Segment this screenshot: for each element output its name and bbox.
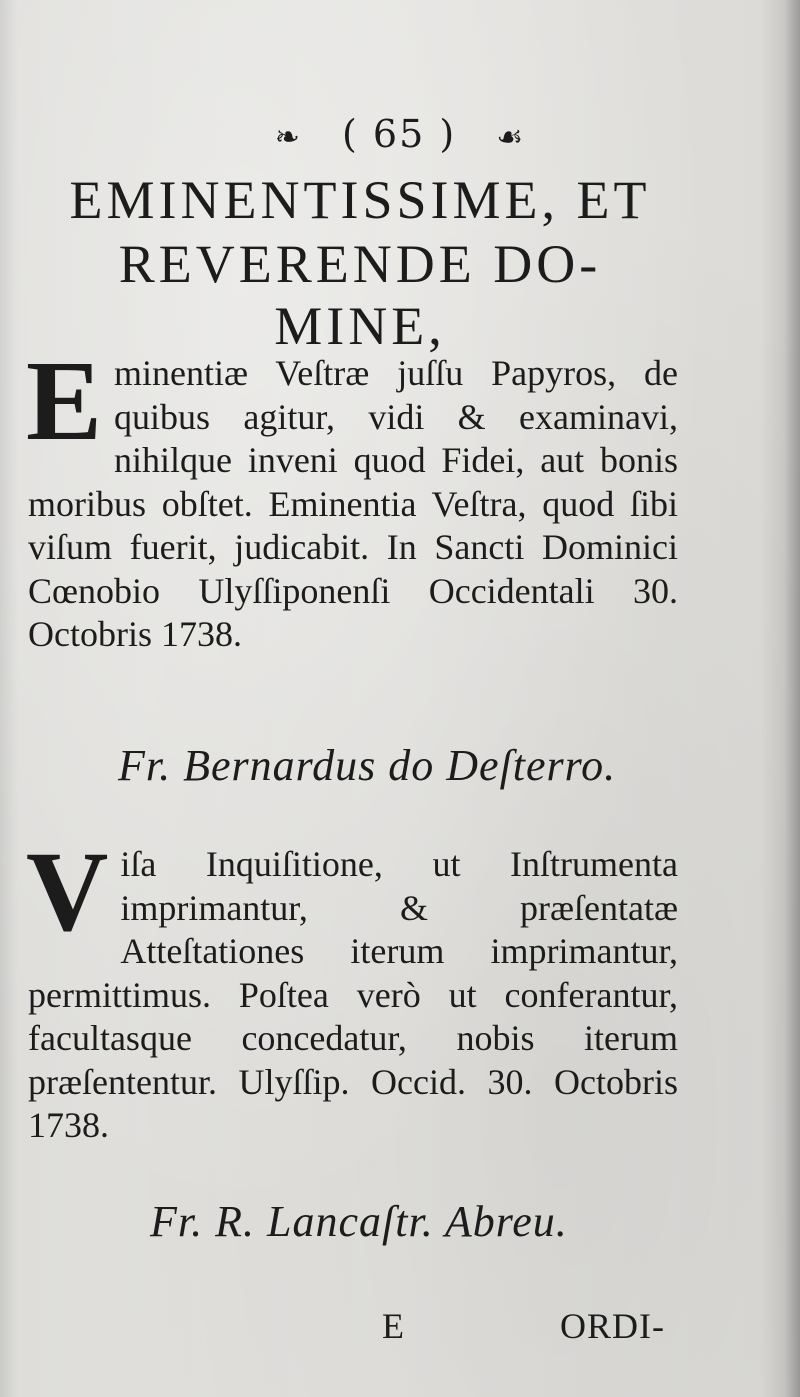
signature-mark: E	[382, 1306, 404, 1346]
catchword: ORDI-	[560, 1306, 665, 1346]
signature-bernardus: Fr. Bernardus do Deſterro.	[118, 741, 617, 790]
censor-approval-paragraph	[26, 337, 678, 657]
title-line-2: REVERENDE DO-	[118, 234, 602, 294]
title-line-1: EMINENTISSIME, ET	[69, 170, 651, 230]
page-number: ( 65 )	[342, 112, 457, 156]
inquisition-license-paragraph	[26, 828, 678, 1148]
drop-cap-v: V	[26, 828, 109, 955]
paragraph-1-text: minentiæ Veſtræ juſſu Papyros, de quibus agitur, vidi & examinavi, nihilque inveni quod Fidei, aut bonis moribus obſtet. Eminentia Veſtra, quod ſibi viſum fuerit, judicabit. In Sancti Dominici Cœnobio Ulyſſiponenſi Occidentali 30. Octobris 1738.	[28, 353, 678, 654]
fleuron-right-icon: ☙	[496, 120, 526, 155]
page-edge-shadow	[784, 0, 800, 1397]
signature-lancastr-abreu: Fr. R. Lancaſtr. Abreu.	[150, 1197, 568, 1246]
drop-cap-e: E	[26, 337, 103, 464]
paragraph-2-text: iſa Inquiſitione, ut Inſtrumenta imprimantur, & præſentatæ Atteſtationes iterum imprimantur, permittimus. Poſtea verò ut conferantur, facultasque concedatur, nobis iterum præſententur. Ulyſſip. Occid. 30. Octobris 1738.	[28, 844, 678, 1145]
page-header	[0, 112, 800, 156]
fleuron-left-icon: ❧	[274, 120, 302, 155]
title-line-3: MINE,	[274, 296, 446, 356]
